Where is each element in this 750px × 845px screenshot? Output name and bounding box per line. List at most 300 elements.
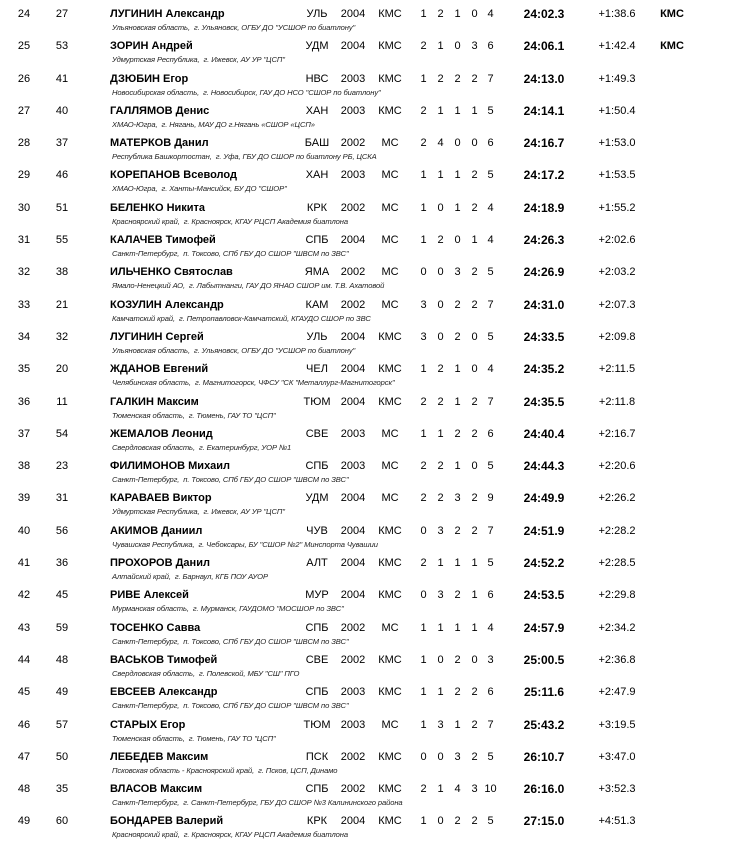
sport-class: КМС	[378, 589, 402, 602]
athlete-team: ХМАО-Югра, г. Ханты-Мансийск, БУ ДО "СШОР"	[112, 184, 287, 194]
result-row	[0, 72, 750, 104]
rank-cell: 27	[17, 104, 31, 117]
time-gap: +2:28.5	[598, 557, 636, 570]
athlete-team: Псковская область - Красноярский край, г. Псков, ЦСП, Динамо	[112, 765, 338, 775]
athlete-team: Ульяновская область, г. Ульяновск, ОГБУ ДО "УСШОР по биатлону"	[112, 345, 356, 355]
shooting-penalty-4: 3	[471, 40, 478, 53]
shooting-penalty-2: 1	[437, 169, 444, 182]
norm-achieved-badge	[644, 814, 700, 829]
sport-class: КМС	[378, 686, 402, 699]
result-time: 24:40.4	[523, 426, 565, 441]
athlete-team: Свердловская область, г. Полевской, МБУ "СШ" ПГО	[112, 668, 300, 678]
bib-number: 38	[55, 266, 69, 279]
sport-class: МС	[381, 621, 399, 634]
birth-year: 2003	[340, 686, 366, 699]
shooting-penalty-3: 2	[454, 815, 461, 828]
shooting-penalty-4: 1	[471, 104, 478, 117]
norm-achieved-badge	[644, 782, 700, 797]
shooting-penalty-4: 1	[471, 589, 478, 602]
shooting-penalty-2: 0	[437, 330, 444, 343]
time-gap: +2:11.8	[598, 395, 636, 408]
shooting-penalty-1: 0	[420, 524, 427, 537]
shooting-penalty-2: 0	[437, 266, 444, 279]
shooting-penalty-1: 0	[420, 589, 427, 602]
region-code: НВС	[305, 72, 329, 85]
bib-number: 20	[55, 363, 69, 376]
shooting-penalty-4: 2	[471, 750, 478, 763]
result-row	[0, 814, 750, 845]
bib-number: 59	[55, 621, 69, 634]
bib-number: 37	[55, 137, 69, 150]
shooting-penalty-1: 2	[420, 557, 427, 570]
shooting-penalty-1: 1	[420, 201, 427, 214]
sport-class: МС	[381, 234, 399, 247]
region-code: СВЕ	[305, 653, 329, 666]
shooting-penalty-2: 4	[437, 137, 444, 150]
sport-class: КМС	[378, 72, 402, 85]
athlete-name: ЗОРИН Андрей	[110, 40, 193, 53]
athlete-name: ЖДАНОВ Евгений	[110, 363, 209, 376]
shooting-total: 6	[487, 589, 494, 602]
shooting-penalty-3: 1	[454, 8, 461, 20]
bib-number: 45	[55, 589, 69, 602]
athlete-team: Санкт-Петербург, п. Токсово, СПб ГБУ ДО СШОР "ШВСМ по ЗВС"	[112, 636, 349, 646]
athlete-name: ЛУГИНИН Александр	[110, 8, 225, 20]
shooting-total: 6	[487, 427, 494, 440]
birth-year: 2004	[340, 492, 366, 505]
shooting-penalty-4: 0	[471, 653, 478, 666]
result-row	[0, 750, 750, 782]
time-gap: +1:50.4	[598, 104, 636, 117]
sport-class: КМС	[378, 330, 402, 343]
athlete-team: Ямало-Ненецкий АО, г. Лабытнанги, ГАУ ДО ЯНАО СШОР им. Т.В. Ахатовой	[112, 281, 385, 291]
result-time: 24:13.0	[523, 71, 565, 86]
rank-cell: 35	[17, 363, 31, 376]
shooting-penalty-4: 0	[471, 137, 478, 150]
shooting-penalty-4: 3	[471, 783, 478, 796]
shooting-total: 5	[487, 460, 494, 473]
shooting-total: 4	[487, 8, 494, 20]
athlete-name: ГАЛКИН Максим	[110, 395, 199, 408]
result-row	[0, 39, 750, 71]
sport-class: КМС	[378, 750, 402, 763]
birth-year: 2004	[340, 234, 366, 247]
rank-cell: 48	[17, 783, 31, 796]
shooting-penalty-3: 1	[454, 460, 461, 473]
shooting-penalty-3: 3	[454, 750, 461, 763]
result-row	[0, 298, 750, 330]
shooting-penalty-1: 1	[420, 8, 427, 20]
result-row	[0, 524, 750, 556]
result-time: 24:26.9	[523, 265, 565, 280]
time-gap: +1:38.6	[598, 8, 636, 20]
result-time: 26:16.0	[523, 782, 565, 797]
shooting-penalty-1: 0	[420, 266, 427, 279]
shooting-penalty-2: 1	[437, 783, 444, 796]
athlete-name: ЖЕМАЛОВ Леонид	[110, 427, 213, 440]
result-time: 24:33.5	[523, 329, 565, 344]
sport-class: МС	[381, 427, 399, 440]
birth-year: 2002	[340, 298, 366, 311]
birth-year: 2002	[340, 201, 366, 214]
shooting-total: 7	[487, 395, 494, 408]
result-time: 24:26.3	[523, 233, 565, 248]
shooting-total: 7	[487, 524, 494, 537]
region-code: БАШ	[304, 137, 330, 150]
athlete-team: Санкт-Петербург, п. Токсово, СПб ГБУ ДО СШОР "ШВСМ по ЗВС"	[112, 701, 349, 711]
shooting-penalty-3: 1	[454, 104, 461, 117]
rank-cell: 49	[17, 815, 31, 828]
shooting-penalty-1: 1	[420, 621, 427, 634]
shooting-penalty-3: 0	[454, 137, 461, 150]
bib-number: 57	[55, 718, 69, 731]
shooting-penalty-1: 1	[420, 427, 427, 440]
athlete-name: СТАРЫХ Егор	[110, 718, 186, 731]
bib-number: 32	[55, 330, 69, 343]
shooting-penalty-3: 2	[454, 653, 461, 666]
norm-achieved-badge	[644, 168, 700, 183]
shooting-penalty-1: 2	[420, 395, 427, 408]
region-code: СПБ	[305, 783, 329, 796]
shooting-penalty-3: 2	[454, 427, 461, 440]
shooting-penalty-3: 1	[454, 557, 461, 570]
time-gap: +2:03.2	[598, 266, 636, 279]
result-time: 24:06.1	[523, 39, 565, 54]
athlete-name: БОНДАРЕВ Валерий	[110, 815, 224, 828]
athlete-team: Новосибирская область, г. Новосибирск, ГАУ ДО НСО "СШОР по биатлону"	[112, 87, 381, 97]
time-gap: +1:49.3	[598, 72, 636, 85]
rank-cell: 24	[17, 8, 31, 20]
result-time: 24:14.1	[523, 103, 565, 118]
shooting-penalty-2: 1	[437, 427, 444, 440]
norm-achieved-badge	[644, 136, 700, 151]
athlete-name: ВЛАСОВ Максим	[110, 783, 203, 796]
rank-cell: 39	[17, 492, 31, 505]
shooting-penalty-3: 0	[454, 40, 461, 53]
result-time: 24:35.5	[523, 394, 565, 409]
result-time: 24:51.9	[523, 523, 565, 538]
shooting-penalty-3: 2	[454, 524, 461, 537]
rank-cell: 40	[17, 524, 31, 537]
shooting-penalty-4: 0	[471, 460, 478, 473]
region-code: ПСК	[305, 750, 329, 763]
bib-number: 23	[55, 460, 69, 473]
shooting-total: 9	[487, 492, 494, 505]
shooting-penalty-2: 2	[437, 395, 444, 408]
shooting-total: 10	[484, 783, 497, 796]
shooting-penalty-3: 3	[454, 266, 461, 279]
shooting-penalty-4: 2	[471, 201, 478, 214]
region-code: ХАН	[305, 104, 329, 117]
time-gap: +3:19.5	[598, 718, 636, 731]
result-row	[0, 265, 750, 297]
shooting-penalty-4: 1	[471, 557, 478, 570]
shooting-penalty-4: 1	[471, 621, 478, 634]
shooting-total: 5	[487, 750, 494, 763]
result-row	[0, 556, 750, 588]
sport-class: КМС	[378, 783, 402, 796]
sport-class: КМС	[378, 815, 402, 828]
birth-year: 2002	[340, 750, 366, 763]
shooting-penalty-2: 2	[437, 234, 444, 247]
shooting-penalty-3: 2	[454, 72, 461, 85]
shooting-total: 6	[487, 137, 494, 150]
result-row	[0, 427, 750, 459]
time-gap: +2:20.6	[598, 460, 636, 473]
time-gap: +2:36.8	[598, 653, 636, 666]
shooting-penalty-4: 2	[471, 815, 478, 828]
region-code: КАМ	[305, 298, 329, 311]
shooting-total: 5	[487, 169, 494, 182]
athlete-name: ФИЛИМОНОВ Михаил	[110, 460, 231, 473]
rank-cell: 30	[17, 201, 31, 214]
bib-number: 51	[55, 201, 69, 214]
shooting-penalty-1: 3	[420, 298, 427, 311]
shooting-total: 4	[487, 363, 494, 376]
shooting-penalty-2: 3	[437, 524, 444, 537]
athlete-team: Челябинская область, г. Магнитогорск, ЧФСУ "СК "Металлург-Магнитогорск"	[112, 378, 395, 388]
shooting-penalty-1: 1	[420, 686, 427, 699]
norm-achieved-badge	[644, 395, 700, 410]
shooting-penalty-1: 2	[420, 783, 427, 796]
bib-number: 11	[56, 395, 68, 408]
athlete-name: ГАЛЛЯМОВ Денис	[110, 104, 210, 117]
athlete-name: МАТЕРКОВ Данил	[110, 137, 209, 150]
birth-year: 2003	[340, 427, 366, 440]
shooting-penalty-4: 0	[471, 8, 478, 20]
result-time: 24:49.9	[523, 491, 565, 506]
result-row	[0, 653, 750, 685]
athlete-team: Чувашская Республика, г. Чебоксары, БУ "СШОР №2" Минспорта Чувашии	[112, 539, 378, 549]
norm-achieved-badge	[644, 459, 700, 474]
time-gap: +1:42.4	[598, 40, 636, 53]
region-code: УДМ	[305, 492, 329, 505]
rank-cell: 29	[17, 169, 31, 182]
shooting-penalty-3: 1	[454, 395, 461, 408]
result-row	[0, 718, 750, 750]
rank-cell: 34	[17, 330, 31, 343]
bib-number: 60	[55, 815, 69, 828]
result-row	[0, 491, 750, 523]
norm-achieved-badge	[644, 653, 700, 668]
sport-class: МС	[381, 169, 399, 182]
rank-cell: 46	[17, 718, 31, 731]
rank-cell: 47	[17, 750, 31, 763]
result-time: 24:31.0	[523, 297, 565, 312]
result-row	[0, 104, 750, 136]
bib-number: 36	[55, 557, 69, 570]
birth-year: 2004	[340, 395, 366, 408]
shooting-penalty-1: 1	[420, 718, 427, 731]
shooting-total: 4	[487, 234, 494, 247]
birth-year: 2004	[340, 589, 366, 602]
athlete-team: Красноярский край, г. Красноярск, КГАУ РЦСП Академия биатлона	[112, 216, 348, 226]
result-row	[0, 330, 750, 362]
sport-class: КМС	[378, 524, 402, 537]
sport-class: КМС	[378, 40, 402, 53]
sport-class: МС	[381, 201, 399, 214]
result-time: 27:15.0	[523, 814, 565, 829]
result-row	[0, 362, 750, 394]
bib-number: 50	[55, 750, 69, 763]
norm-achieved-badge	[644, 718, 700, 733]
birth-year: 2002	[340, 783, 366, 796]
shooting-penalty-1: 1	[420, 72, 427, 85]
birth-year: 2004	[340, 363, 366, 376]
bib-number: 49	[55, 686, 69, 699]
birth-year: 2004	[340, 557, 366, 570]
time-gap: +2:16.7	[598, 427, 636, 440]
norm-achieved-badge: КМС	[660, 40, 684, 53]
athlete-team: Санкт-Петербург, п. Токсово, СПб ГБУ ДО СШОР "ШВСМ по ЗВС"	[112, 475, 349, 485]
norm-achieved-badge	[644, 72, 700, 87]
shooting-penalty-4: 2	[471, 718, 478, 731]
region-code: ТЮМ	[303, 718, 331, 731]
result-time: 24:17.2	[523, 168, 565, 183]
athlete-team: Красноярский край, г. Красноярск, КГАУ РЦСП Академия биатлона	[112, 830, 348, 840]
time-gap: +2:02.6	[598, 234, 636, 247]
birth-year: 2003	[340, 104, 366, 117]
shooting-penalty-1: 2	[420, 104, 427, 117]
sport-class: КМС	[378, 653, 402, 666]
shooting-penalty-4: 2	[471, 72, 478, 85]
shooting-penalty-1: 2	[420, 40, 427, 53]
region-code: КРК	[306, 201, 328, 214]
result-row	[0, 395, 750, 427]
time-gap: +2:28.2	[598, 524, 636, 537]
norm-achieved-badge	[644, 524, 700, 539]
rank-cell: 44	[17, 653, 31, 666]
norm-achieved-badge	[644, 201, 700, 216]
region-code: СПБ	[305, 621, 329, 634]
shooting-penalty-2: 2	[437, 8, 444, 20]
athlete-name: ИЛЬЧЕНКО Святослав	[110, 266, 233, 279]
athlete-team: ХМАО-Югра, г. Нягань, МАУ ДО г.Нягань «СШОР «ЦСП»	[112, 119, 315, 129]
shooting-penalty-3: 4	[454, 783, 461, 796]
norm-achieved-badge	[644, 588, 700, 603]
norm-achieved-badge	[644, 298, 700, 313]
shooting-penalty-3: 1	[454, 718, 461, 731]
bib-number: 48	[55, 653, 69, 666]
shooting-penalty-1: 0	[420, 750, 427, 763]
shooting-total: 7	[487, 72, 494, 85]
shooting-penalty-2: 0	[437, 815, 444, 828]
birth-year: 2002	[340, 653, 366, 666]
sport-class: МС	[381, 492, 399, 505]
result-row	[0, 782, 750, 814]
shooting-penalty-2: 3	[437, 718, 444, 731]
shooting-penalty-2: 0	[437, 653, 444, 666]
norm-achieved-badge	[644, 330, 700, 345]
shooting-penalty-2: 3	[437, 589, 444, 602]
shooting-penalty-2: 1	[437, 686, 444, 699]
sport-class: МС	[381, 718, 399, 731]
sport-class: КМС	[378, 104, 402, 117]
shooting-penalty-4: 2	[471, 266, 478, 279]
result-row	[0, 7, 750, 39]
birth-year: 2003	[340, 718, 366, 731]
rank-cell: 25	[17, 40, 31, 53]
result-row	[0, 588, 750, 620]
athlete-team: Санкт-Петербург, г. Санкт-Петербург, ГБУ ДО СШОР №3 Калининского района	[112, 798, 403, 808]
time-gap: +2:07.3	[598, 298, 636, 311]
shooting-penalty-2: 2	[437, 72, 444, 85]
shooting-penalty-1: 3	[420, 330, 427, 343]
athlete-team: Удмуртская Республика, г. Ижевск, АУ УР "ЦСП"	[112, 507, 285, 517]
result-row	[0, 459, 750, 491]
time-gap: +2:29.8	[598, 589, 636, 602]
shooting-penalty-2: 0	[437, 201, 444, 214]
region-code: ЧУВ	[306, 524, 328, 537]
rank-cell: 42	[17, 589, 31, 602]
shooting-total: 7	[487, 718, 494, 731]
sport-class: КМС	[378, 363, 402, 376]
region-code: АЛТ	[306, 557, 328, 570]
athlete-name: КАРАВАЕВ Виктор	[110, 492, 212, 505]
birth-year: 2003	[340, 169, 366, 182]
athlete-team: Тюменская область, г. Тюмень, ГАУ ТО "ЦСП"	[112, 733, 276, 743]
birth-year: 2003	[340, 460, 366, 473]
athlete-name: ЛУГИНИН Сергей	[110, 330, 204, 343]
shooting-total: 4	[487, 621, 494, 634]
shooting-penalty-2: 1	[437, 621, 444, 634]
bib-number: 55	[55, 234, 69, 247]
shooting-total: 6	[487, 686, 494, 699]
result-time: 24:44.3	[523, 459, 565, 474]
time-gap: +2:09.8	[598, 330, 636, 343]
shooting-penalty-2: 1	[437, 40, 444, 53]
shooting-total: 4	[487, 201, 494, 214]
shooting-total: 3	[487, 653, 494, 666]
shooting-penalty-1: 2	[420, 460, 427, 473]
region-code: ТЮМ	[303, 395, 331, 408]
shooting-penalty-4: 2	[471, 492, 478, 505]
time-gap: +2:26.2	[598, 492, 636, 505]
birth-year: 2002	[340, 621, 366, 634]
rank-cell: 32	[17, 266, 31, 279]
athlete-team: Камчатский край, г. Петропавловск-Камчатский, КГАУДО СШОР по ЗВС	[112, 313, 371, 323]
athlete-name: БЕЛЕНКО Никита	[110, 201, 206, 214]
result-time: 24:16.7	[523, 136, 565, 151]
rank-cell: 37	[17, 427, 31, 440]
result-time: 24:02.3	[523, 7, 565, 21]
rank-cell: 31	[17, 234, 31, 247]
region-code: СПБ	[305, 234, 329, 247]
result-row	[0, 201, 750, 233]
shooting-penalty-2: 0	[437, 750, 444, 763]
athlete-team: Удмуртская Республика, г. Ижевск, АУ УР "ЦСП"	[112, 55, 285, 65]
time-gap: +3:47.0	[598, 750, 636, 763]
shooting-total: 5	[487, 330, 494, 343]
shooting-penalty-3: 1	[454, 201, 461, 214]
norm-achieved-badge	[644, 750, 700, 765]
shooting-total: 6	[487, 40, 494, 53]
bib-number: 21	[55, 298, 69, 311]
region-code: КРК	[306, 815, 328, 828]
norm-achieved-badge	[644, 621, 700, 636]
shooting-penalty-4: 2	[471, 395, 478, 408]
shooting-total: 5	[487, 104, 494, 117]
region-code: ЧЕЛ	[306, 363, 328, 376]
shooting-penalty-4: 0	[471, 363, 478, 376]
result-row	[0, 168, 750, 200]
shooting-penalty-4: 2	[471, 686, 478, 699]
shooting-penalty-2: 1	[437, 104, 444, 117]
region-code: СПБ	[305, 686, 329, 699]
shooting-penalty-2: 2	[437, 363, 444, 376]
time-gap: +1:55.2	[598, 201, 636, 214]
bib-number: 35	[55, 783, 69, 796]
